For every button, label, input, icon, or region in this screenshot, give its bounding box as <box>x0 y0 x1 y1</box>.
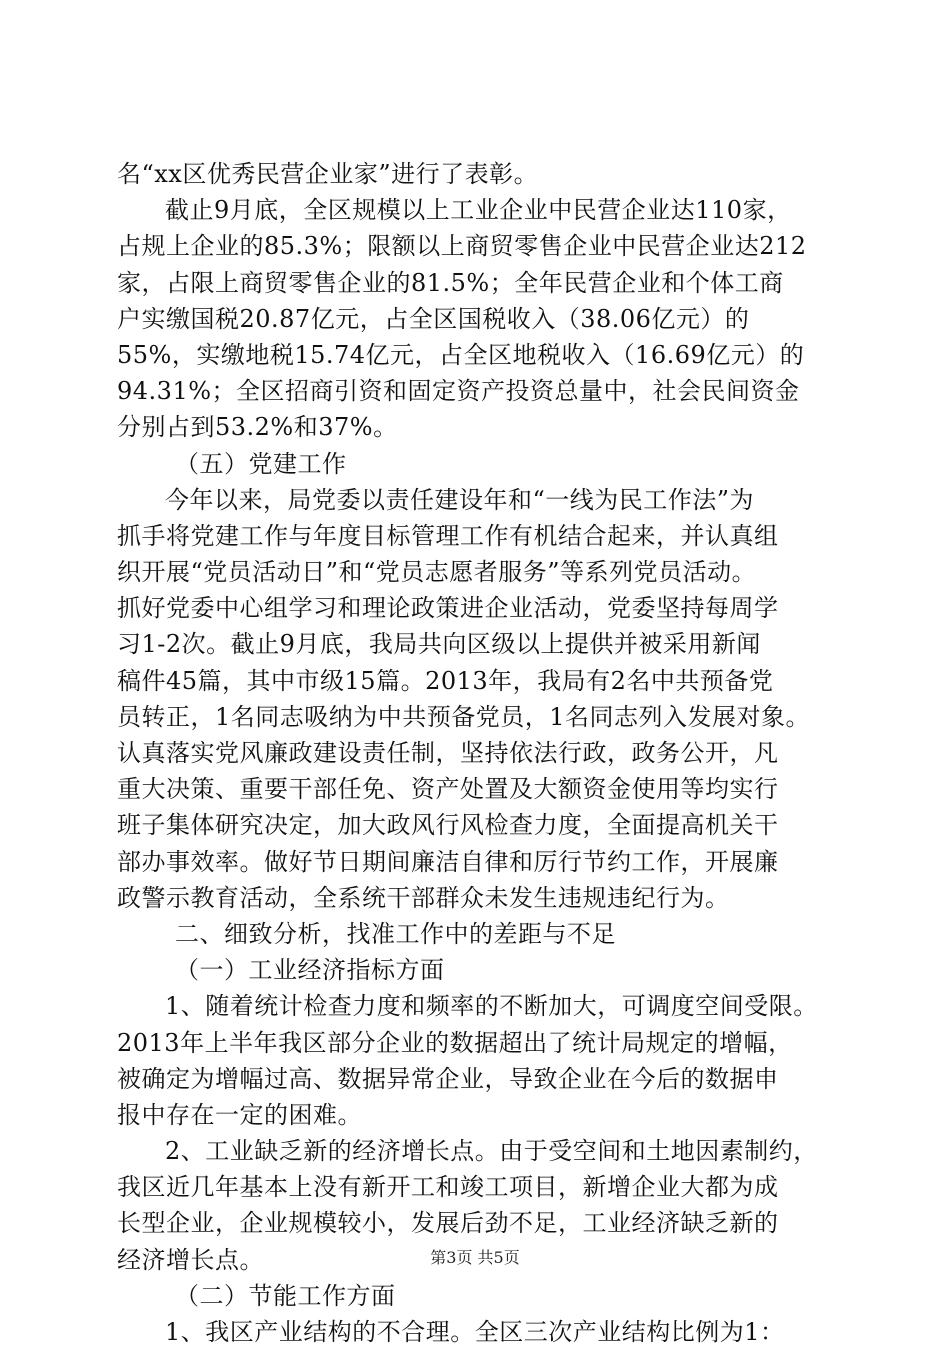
paragraph-line: 户实缴国税20.87亿元，占全区国税收入（38.06亿元）的 <box>117 304 750 333</box>
section-heading: （一）工业经济指标方面 <box>175 956 445 985</box>
paragraph-line: 2、工业缺乏新的经济增长点。由于受空间和土地因素制约， <box>165 1137 818 1166</box>
paragraph-line: 部办事效率。做好节日期间廉洁自律和厉行节约工作，开展廉 <box>117 847 779 876</box>
paragraph-line: 我区近几年基本上没有新开工和竣工项目，新增企业大都为成 <box>117 1173 779 1202</box>
paragraph-line: 94.31%；全区招商引资和固定资产投资总量中，社会民间资金 <box>117 377 800 406</box>
paragraph-line: 家，占限上商贸零售企业的81.5%；全年民营企业和个体工商 <box>117 268 784 297</box>
paragraph-line: 经济增长点。 <box>117 1245 264 1274</box>
paragraph-line: 分别占到53.2%和37%。 <box>117 413 398 442</box>
section-heading: （二）节能工作方面 <box>175 1281 396 1310</box>
paragraph-line: 抓好党委中心组学习和理论政策进企业活动，党委坚持每周学 <box>117 594 779 623</box>
paragraph-line: 政警示教育活动，全系统干部群众未发生违规违纪行为。 <box>117 883 730 912</box>
document-body <box>117 156 837 1350</box>
paragraph-line: 占规上企业的85.3%；限额以上商贸零售企业中民营企业达212 <box>117 232 807 261</box>
paragraph-line: 重大决策、重要干部任免、资产处置及大额资金使用等均实行 <box>117 775 779 804</box>
paragraph-line: 织开展“党员活动日”和“党员志愿者服务”等系列党员活动。 <box>117 558 757 587</box>
paragraph-line: 1、随着统计检查力度和频率的不断加大，可调度空间受限。 <box>165 992 818 1021</box>
paragraph-line: 1、我区产业结构的不合理。全区三次产业结构比例为1： <box>165 1318 785 1346</box>
page-number-label: 第3页 共5页 <box>430 1248 520 1267</box>
section-heading: 二、细致分析，找准工作中的差距与不足 <box>175 919 616 948</box>
section-heading: （五）党建工作 <box>175 449 347 478</box>
paragraph-line: 今年以来，局党委以责任建设年和“一线为民工作法”为 <box>165 485 755 514</box>
paragraph-line: 2013年上半年我区部分企业的数据超出了统计局规定的增幅， <box>117 1028 793 1057</box>
paragraph-line: 抓手将党建工作与年度目标管理工作有机结合起来，并认真组 <box>117 521 779 550</box>
paragraph-line: 长型企业，企业规模较小，发展后劲不足，工业经济缺乏新的 <box>117 1209 779 1238</box>
paragraph-line: 55%，实缴地税15.74亿元，占全区地税收入（16.69亿元）的 <box>117 340 805 369</box>
paragraph-line: 稿件45篇，其中市级15篇。2013年，我局有2名中共预备党 <box>117 666 774 695</box>
paragraph-line: 截止9月底，全区规模以上工业企业中民营企业达110家， <box>165 196 792 225</box>
paragraph-line: 报中存在一定的困难。 <box>117 1100 362 1129</box>
paragraph-line: 被确定为增幅过高、数据异常企业，导致企业在今后的数据申 <box>117 1064 779 1093</box>
paragraph-line: 员转正，1名同志吸纳为中共预备党员，1名同志列入发展对象。 <box>117 702 811 731</box>
paragraph-line: 班子集体研究决定，加大政风行风检查力度，全面提高机关干 <box>117 811 779 840</box>
page-footer <box>0 1248 950 1268</box>
paragraph-line: 认真落实党风廉政建设责任制，坚持依法行政，政务公开，凡 <box>117 739 779 767</box>
paragraph-line: 习1-2次。截止9月底，我局共向区级以上提供并被采用新闻 <box>117 630 761 659</box>
paragraph-line: 名“xx区优秀民营企业家”进行了表彰。 <box>117 160 539 188</box>
